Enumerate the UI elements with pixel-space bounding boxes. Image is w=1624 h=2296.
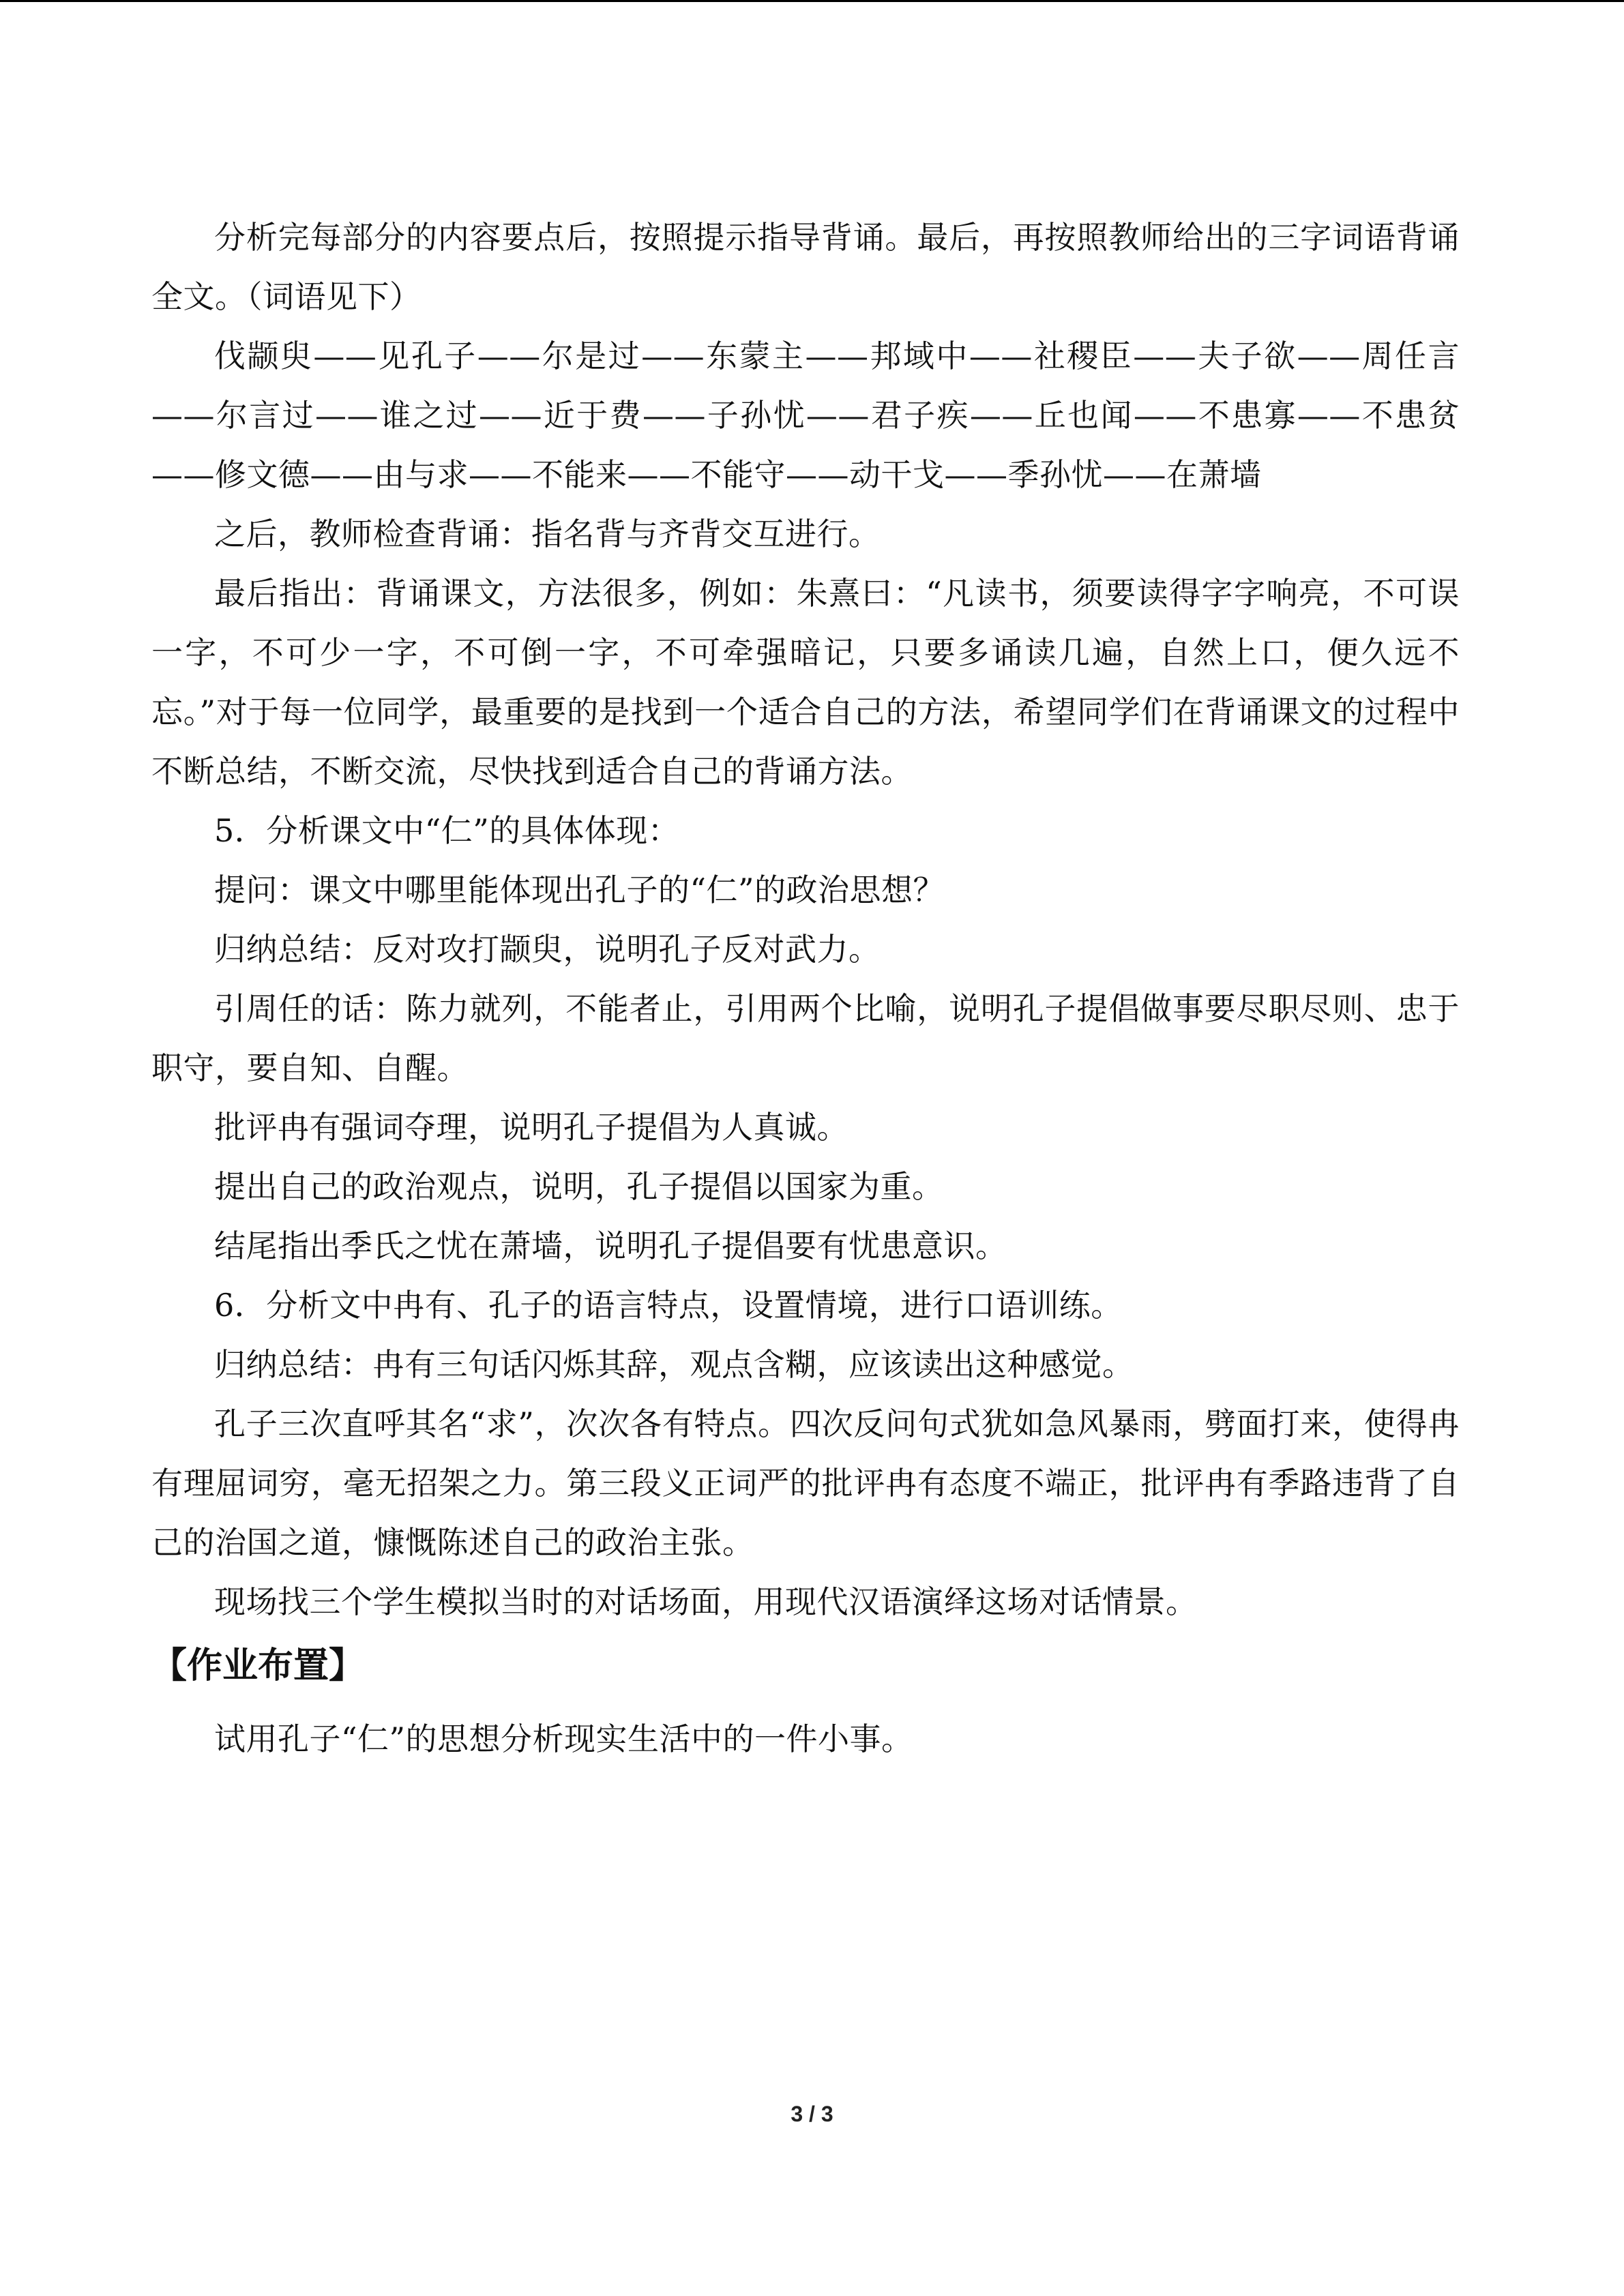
paragraph-summary-1: 归纳总结：反对攻打颛臾，说明孔子反对武力。 xyxy=(214,931,881,968)
paragraph-keyword-chain: 伐颛臾——见孔子——尔是过——东蒙主——邦域中——社稷臣——夫子欲——周任言——尔言过——谁之过——近于费——子孙忧——君子疾——丘也闻——不患寡——不患贫——修文德——由与求——不能来——不能守——动干戈——季孙忧——在萧墙 xyxy=(151,338,1460,493)
paragraph-section-5-title: 5．分析课文中“仁”的具体体现： xyxy=(214,812,680,849)
paragraph-section-6-title: 6．分析文中冉有、孔子的语言特点，设置情境，进行口语训练。 xyxy=(214,1287,1123,1324)
paragraph-worry-awareness: 结尾指出季氏之忧在萧墙，说明孔子提倡要有忧患意识。 xyxy=(214,1227,1007,1264)
paragraph-question: 提问：课文中哪里能体现出孔子的“仁”的政治思想？ xyxy=(214,871,945,908)
paragraph-zhouren-quote: 引周任的话：陈力就列，不能者止，引用两个比喻，说明孔子提倡做事要尽职尽则、忠于职守，要自知、自醒。 xyxy=(151,990,1460,1086)
paragraph-summary-2: 归纳总结：冉有三句话闪烁其辞，观点含糊，应该读出这种感觉。 xyxy=(214,1346,1134,1383)
paragraph-political-view: 提出自己的政治观点，说明，孔子提倡以国家为重。 xyxy=(214,1168,944,1205)
homework-text: 试用孔子“仁”的思想分析现实生活中的一件小事。 xyxy=(214,1720,913,1757)
paragraph-check-recitation: 之后，教师检查背诵：指名背与齐背交互进行。 xyxy=(214,516,881,552)
paragraph-recitation-guide: 分析完每部分的内容要点后，按照提示指导背诵。最后，再按照教师给出的三字词语背诵全文。（词语见下） xyxy=(151,219,1460,315)
paragraph-role-play: 现场找三个学生模拟当时的对话场面，用现代汉语演绎这场对话情景。 xyxy=(214,1583,1198,1620)
top-border-line xyxy=(0,0,1624,2)
paragraph-criticism: 批评冉有强词夺理，说明孔子提倡为人真诚。 xyxy=(214,1109,848,1146)
paragraph-confucius-speech: 孔子三次直呼其名“求”，次次各有特点。四次反问句式犹如急风暴雨，劈面打来，使得冉有理屈词穷，毫无招架之力。第三段义正词严的批评冉有态度不端正，批评冉有季路违背了自己的治国之道，慷慨陈述自己的政治主张。 xyxy=(151,1405,1460,1561)
page-number: 3 / 3 xyxy=(791,2102,833,2126)
document-body xyxy=(151,208,1460,1769)
paragraph-zhuxi-quote: 最后指出：背诵课文，方法很多，例如：朱熹曰：“凡读书，须要读得字字响亮，不可误一字，不可少一字，不可倒一字，不可牵强暗记，只要多诵读几遍，自然上口，便久远不忘。”对于每一位同学，最重要的是找到一个适合自己的方法，希望同学们在背诵课文的过程中不断总结，不断交流，尽快找到适合自己的背诵方法。 xyxy=(151,575,1460,790)
homework-heading: 【作业布置】 xyxy=(151,1645,365,1686)
